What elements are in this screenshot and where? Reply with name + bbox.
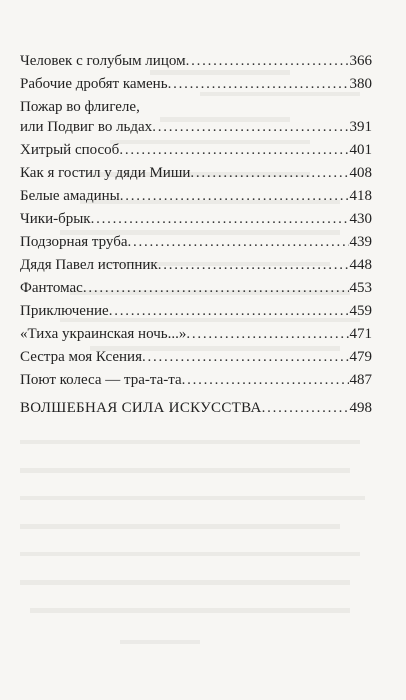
dot-leader	[186, 324, 348, 344]
dot-leader	[128, 232, 349, 252]
toc-entry-page: 439	[349, 234, 372, 250]
toc-entry-title: Человек с голубым лицом	[20, 53, 186, 69]
toc-entry-title: или Подвиг во льдах	[20, 119, 153, 135]
toc-entry-title-line1: Пожар во флигеле,	[20, 99, 140, 115]
toc-entry-page: 448	[349, 257, 372, 273]
toc-entry-title: Поют колеса — тра-та-та	[20, 372, 182, 388]
dot-leader	[190, 163, 348, 183]
toc-entry-title: Белые амадины	[20, 188, 120, 204]
toc-entry-title: Рабочие дробят камень	[20, 76, 168, 92]
toc-entry-page: 453	[349, 280, 372, 296]
table-of-contents	[20, 51, 372, 393]
toc-entry[interactable]	[20, 97, 372, 137]
toc-entry-page: 408	[349, 165, 372, 181]
toc-entry-page: 459	[349, 303, 372, 319]
dot-leader	[83, 278, 349, 298]
toc-entry-title: Как я гостил у дяди Миши	[20, 165, 191, 181]
toc-entry-title: Подзорная труба	[20, 234, 128, 250]
toc-entry-page: 430	[349, 211, 372, 227]
dot-leader	[142, 347, 349, 367]
toc-section-heading[interactable]	[20, 398, 372, 418]
toc-entry[interactable]	[20, 278, 372, 298]
toc-entry[interactable]	[20, 186, 372, 206]
toc-entry[interactable]	[20, 232, 372, 252]
toc-entry-title: Чики-брык	[20, 211, 91, 227]
toc-entry-page: 380	[349, 76, 372, 92]
dot-leader	[119, 140, 348, 160]
toc-entry[interactable]	[20, 347, 372, 367]
toc-entry-title: «Тиха украинская ночь...»	[20, 326, 187, 342]
dot-leader	[120, 186, 349, 206]
toc-entry[interactable]	[20, 140, 372, 160]
dot-leader	[109, 301, 349, 321]
toc-entry-title: Дядя Павел истопник	[20, 257, 158, 273]
toc-entry[interactable]	[20, 255, 372, 275]
toc-entry-title: Хитрый способ	[20, 142, 120, 158]
dot-leader	[168, 74, 349, 94]
toc-entry[interactable]	[20, 74, 372, 94]
toc-entry-page: 418	[349, 188, 372, 204]
dot-leader	[152, 117, 348, 137]
toc-entry[interactable]	[20, 370, 372, 390]
toc-entry-page: 401	[349, 142, 372, 158]
dot-leader	[182, 370, 349, 390]
toc-entry-page: 479	[349, 349, 372, 365]
toc-entry-title: Фантомас	[20, 280, 83, 296]
toc-entry[interactable]	[20, 301, 372, 321]
dot-leader	[262, 398, 349, 418]
toc-entry-page: 366	[349, 53, 372, 69]
toc-entry[interactable]	[20, 51, 372, 71]
toc-entry[interactable]	[20, 209, 372, 229]
dot-leader	[158, 255, 349, 275]
toc-entry-title: Сестра моя Ксения	[20, 349, 142, 365]
toc-entry-page: 391	[349, 119, 372, 135]
section-title: ВОЛШЕБНАЯ СИЛА ИСКУССТВА	[20, 400, 262, 416]
toc-entry-page: 487	[349, 372, 372, 388]
dot-leader	[91, 209, 349, 229]
toc-entry[interactable]	[20, 324, 372, 344]
section-page: 498	[349, 400, 372, 416]
toc-entry-title: Приключение	[20, 303, 109, 319]
dot-leader	[186, 51, 349, 71]
toc-entry-page: 471	[349, 326, 372, 342]
toc-entry[interactable]	[20, 163, 372, 183]
